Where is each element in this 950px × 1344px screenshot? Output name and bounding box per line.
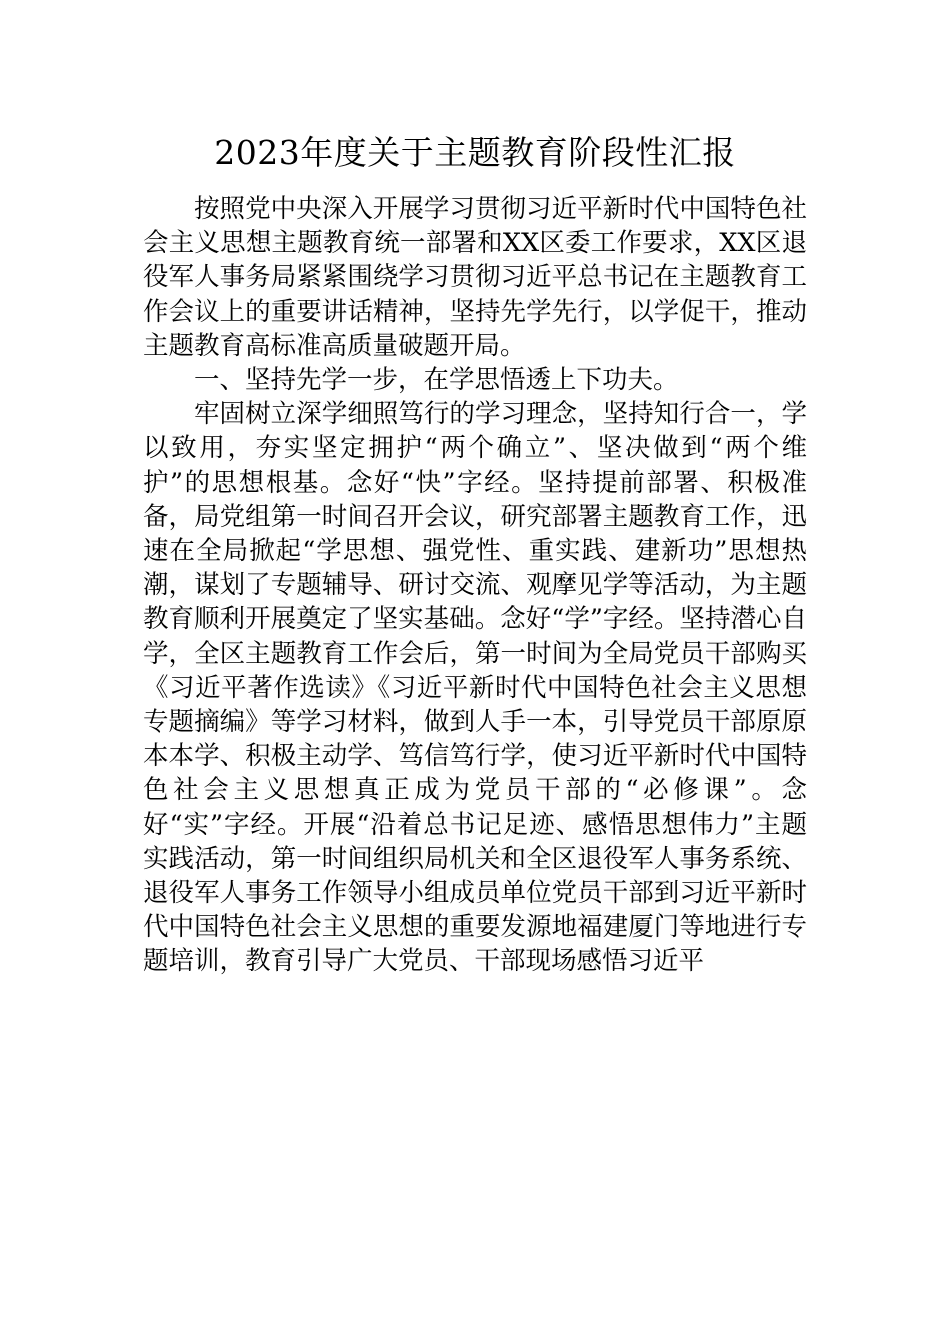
document-title: 2023年度关于主题教育阶段性汇报 — [214, 133, 736, 172]
intro-paragraph: 按照党中央深入开展学习贯彻习近平新时代中国特色社会主义思想主题教育统一部署和XX区委工作要求，XX区退役军人事务局紧紧围绕学习贯彻习近平总书记在主题教育工作会议上的重要讲话精神，坚持先学先行，以学促干，推动主题教育高标准高质量破题开局。 — [143, 194, 807, 361]
section-heading: 一、坚持先学一步，在学思悟透上下功夫。 — [194, 365, 679, 396]
document-body — [143, 128, 807, 979]
body-paragraph: 牢固树立深学细照笃行的学习理念，坚持知行合一，学以致用，夯实坚定拥护“两个确立”、坚决做到“两个维护”的思想根基。念好“快”字经。坚持提前部署、积极准备，局党组第一时间召开会议，研究部署主题教育工作，迅速在全局掀起“学思想、强党性、重实践、建新功”思想热潮，谋划了专题辅导、研讨交流、观摩见学等活动，为主题教育顺利开展奠定了坚实基础。念好“学”字经。坚持潜心自学，全区主题教育工作会后，第一时间为全局党员干部购买《习近平著作选读》《习近平新时代中国特色社会主义思想专题摘编》等学习材料，做到人手一本，引导党员干部原原本本学、积极主动学、笃信笃行学，使习近平新时代中国特色社会主义思想真正成为党员干部的“必修课”。念好“实”字经。开展“沿着总书记足迹、感悟思想伟力”主题实践活动，第一时间组织局机关和全区退役军人事务系统、退役军人事务工作领导小组成员单位党员干部到习近平新时代中国特色社会主义思想的重要发源地福建厦门等地进行专题培训，教育引导广大党员、干部现场感悟习近平 — [143, 399, 807, 977]
